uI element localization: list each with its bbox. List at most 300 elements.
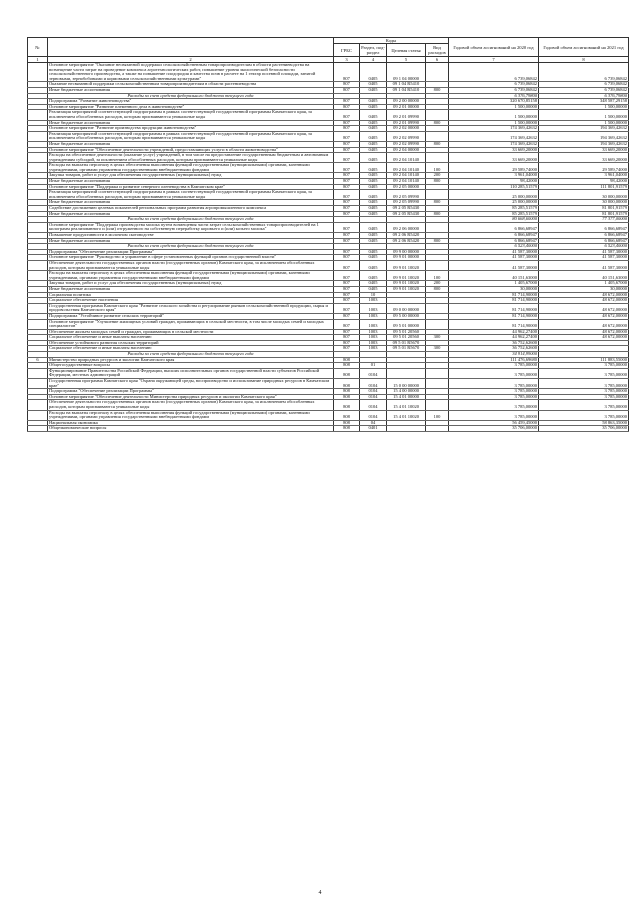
row-grbs: 807 (334, 303, 360, 313)
row-amount-2020: 3 785,00000 (449, 410, 539, 420)
row-razdel: 0405 (360, 211, 387, 217)
row-name: Основное мероприятие "Развитие племенного дела в животноводстве" (48, 104, 334, 110)
row-name: Закупка товаров, работ и услуг для обеспечения государственных (муниципальных) нужд (48, 173, 334, 179)
row-amount-2021: 3 785,00000 (539, 400, 629, 410)
row-amount-2020: 36 752,62600 (449, 340, 539, 346)
row-razdel: 1003 (360, 298, 387, 304)
row-grbs: 808 (334, 379, 360, 389)
row-razdel: 0405 (360, 271, 387, 281)
row-grbs: 807 (334, 346, 360, 352)
row-target-article: 09 2 04 10140 (387, 163, 426, 173)
row-amount-2020: 3 785,00000 (449, 389, 539, 395)
row-expense-type: 100 (426, 163, 449, 173)
row-amount-2021: 1 500,00000 (539, 104, 629, 110)
row-name: Министерство природных ресурсов и экологии Камчатского края (48, 357, 334, 363)
row-target-article: 09 0 00 00000 (387, 303, 426, 313)
row-target-article (387, 426, 426, 432)
row-amount-2020: 41 587,30000 (449, 249, 539, 255)
row-name: Обеспечение устойчивого развития сельских территорий (48, 340, 334, 346)
table-row (28, 190, 629, 200)
row-target-article: 15 4 01 10020 (387, 410, 426, 420)
row-amount-2020: 41 587,30000 (449, 260, 539, 270)
row-number (28, 379, 48, 389)
row-target-article: 09 2 00 00000 (387, 99, 426, 105)
row-name: Национальная экономика (48, 420, 334, 426)
row-name: Социальное обеспечение населения (48, 298, 334, 304)
row-name: Иные бюджетные ассигнования (48, 200, 334, 206)
row-target-article: 09 2 04 10140 (387, 153, 426, 163)
row-grbs: 807 (334, 82, 360, 88)
table-row (28, 400, 629, 410)
table-row (28, 63, 629, 82)
row-amount-2021: 33 669,20000 (539, 153, 629, 163)
row-amount-2021: 58 863,35000 (539, 420, 629, 426)
row-expense-type: 800 (426, 211, 449, 217)
row-amount-2020: 1 405,67000 (449, 281, 539, 287)
row-amount-2020: 81 714,90000 (449, 292, 539, 298)
row-amount-2021: 6 739,06842 (539, 63, 629, 82)
row-grbs: 808 (334, 389, 360, 395)
row-amount-2020: 6 739,06842 (449, 82, 539, 88)
row-expense-type: 800 (426, 286, 449, 292)
row-number: 6 (28, 357, 48, 363)
row-amount-2021: 48 672,00000 (539, 329, 629, 335)
row-target-article: 09 2 06 R5420 (387, 238, 426, 244)
row-grbs: 807 (334, 63, 360, 82)
row-razdel: 1003 (360, 313, 387, 319)
row-amount-2020: 41 587,30000 (449, 255, 539, 261)
row-grbs: 807 (334, 255, 360, 261)
row-amount-2020: 29 589,74000 (449, 163, 539, 173)
row-name: Подпрограмма "Обеспечение реализации Программы" (48, 389, 334, 395)
row-amount-2021: 3 785,00000 (539, 368, 629, 378)
row-razdel: 0104 (360, 394, 387, 400)
row-amount-2020: 6 376,79800 (449, 93, 539, 99)
row-number (28, 368, 48, 378)
row-razdel: 0405 (360, 255, 387, 261)
row-grbs: 807 (334, 329, 360, 335)
row-expense-type: 100 (426, 410, 449, 420)
header-grbs: ГРБС (334, 44, 360, 57)
row-name: Содействие достижению целевых показателей региональных программ развития агропромышленного комплекса (48, 206, 334, 212)
row-target-article (387, 368, 426, 378)
row-amount-2021: 30,00000 (539, 286, 629, 292)
row-razdel: 0405 (360, 173, 387, 179)
row-grbs: 808 (334, 420, 360, 426)
row-razdel: 0405 (360, 126, 387, 132)
row-grbs: 807 (334, 126, 360, 132)
row-grbs: 808 (334, 357, 360, 363)
row-name: Иные бюджетные ассигнования (48, 211, 334, 217)
row-name: Общеэкономические вопросы (48, 426, 334, 432)
row-grbs: 808 (334, 410, 360, 420)
row-name: Обеспечение деятельности государственных органов власти (государственных органов) Камчатского края, за исключением обособленных расходов, которым присваиваются уникальные коды (48, 260, 334, 270)
row-amount-2020: 6 866,68947 (449, 222, 539, 232)
row-grbs: 807 (334, 173, 360, 179)
row-amount-2020: 111 476,69680 (449, 357, 539, 363)
table-row (28, 110, 629, 120)
row-number (28, 131, 48, 141)
row-amount-2021: 6 376,79800 (539, 93, 629, 99)
row-name: Расходы на выплаты персоналу в целях обеспечения выполнения функций государственными (муниципальными) органами, казенными учреждениями, органами управления государственными внебюджетными фондами (48, 271, 334, 281)
row-name: Социальное обеспечение и иные выплаты населению (48, 346, 334, 352)
row-razdel: 0401 (360, 426, 387, 432)
row-amount-2021: 3 785,00000 (539, 379, 629, 389)
row-name: Оказание несвязанной поддержки сельскохозяйственным товаропроизводителям в области растениеводства (48, 82, 334, 88)
row-number (28, 190, 48, 200)
row-grbs: 807 (334, 249, 360, 255)
row-amount-2020: 1 500,00000 (449, 120, 539, 126)
row-expense-type (426, 110, 449, 120)
row-amount-2021: 48 672,00000 (539, 303, 629, 313)
row-name: Расходы за счет средств федерального бюджета текущего года (48, 352, 334, 358)
row-amount-2020: 98,42000 (449, 179, 539, 185)
row-amount-2020: 6 866,68947 (449, 238, 539, 244)
row-grbs: 807 (334, 313, 360, 319)
row-target-article: 09 9 01 00000 (387, 255, 426, 261)
row-grbs: 807 (334, 319, 360, 329)
row-grbs: 807 (334, 147, 360, 153)
row-target-article: 09 1 04 R5410 (387, 87, 426, 93)
row-grbs: 808 (334, 426, 360, 432)
row-expense-type (426, 222, 449, 232)
row-razdel: 0405 (360, 120, 387, 126)
row-amount-2021: 6 866,68947 (539, 233, 629, 239)
row-name: Расходы на выплаты персоналу в целях обеспечения выполнения функций государственными (муниципальными) органами, казенными учреждениями, органами управления государственными внебюджетными фондами (48, 163, 334, 173)
row-grbs: 807 (334, 153, 360, 163)
row-target-article: 15 4 01 10020 (387, 400, 426, 410)
row-amount-2020: 81 714,90000 (449, 319, 539, 329)
header-no: № (28, 38, 48, 57)
budget-table (27, 63, 629, 432)
row-amount-2021: 3 785,00000 (539, 394, 629, 400)
row-amount-2021: 33 669,20000 (539, 147, 629, 153)
row-amount-2021: 41 587,30000 (539, 249, 629, 255)
row-amount-2021: 48 672,00000 (539, 335, 629, 341)
row-razdel: 0104 (360, 410, 387, 420)
row-number (28, 163, 48, 173)
column-number: 5 (387, 57, 426, 63)
row-grbs: 807 (334, 179, 360, 185)
header-vr: Вид расходов (426, 44, 449, 57)
row-expense-type (426, 303, 449, 313)
row-target-article: 09 2 04 10140 (387, 179, 426, 185)
header-razdel: Раздел, под-раздел (361, 45, 385, 56)
row-name: Иные бюджетные ассигнования (48, 87, 334, 93)
table-row (28, 131, 629, 141)
column-number: 3 (334, 57, 360, 63)
row-amount-2021: 77 377,00000 (539, 217, 629, 223)
row-name: Основное мероприятие "Развитие производства продукции животноводства" (48, 126, 334, 132)
row-amount-2021: 194 369,42632 (539, 131, 629, 141)
row-name: Общегосударственные вопросы (48, 363, 334, 369)
row-expense-type: 800 (426, 179, 449, 185)
row-target-article: 15 0 00 00000 (387, 379, 426, 389)
row-razdel: 1003 (360, 303, 387, 313)
row-target-article: 09 2 04 10140 (387, 173, 426, 179)
row-amount-2020: 174 369,42632 (449, 126, 539, 132)
row-amount-2021: 30 000,00000 (539, 200, 629, 206)
row-amount-2021: 3 785,00000 (539, 363, 629, 369)
row-target-article: 09 5 01 R5670 (387, 346, 426, 352)
row-amount-2021: 48 672,00000 (539, 319, 629, 329)
row-number (28, 303, 48, 313)
row-number (28, 319, 48, 329)
row-expense-type (426, 368, 449, 378)
row-razdel: 0405 (360, 260, 387, 270)
header-name (48, 38, 334, 57)
row-amount-2020: 3 785,00000 (449, 400, 539, 410)
row-grbs: 807 (334, 99, 360, 105)
row-name: Государственная программа Камчатского края "Охрана окружающей среды, воспроизводство и использование природных ресурсов в Камчатском крае" (48, 379, 334, 389)
row-amount-2020: 320 670,85158 (449, 99, 539, 105)
row-name: Основное мероприятие "Улучшение жилищных условий граждан, проживающих в сельской местности, в том числе молодых семей и молодых специалистов" (48, 319, 334, 329)
table-header (27, 37, 629, 63)
row-amount-2020: 6 739,06842 (449, 87, 539, 93)
row-amount-2021: 111 883,55000 (539, 357, 629, 363)
row-grbs: 807 (334, 163, 360, 173)
row-target-article: 15 4 01 00000 (387, 394, 426, 400)
row-razdel: 10 (360, 292, 387, 298)
row-expense-type: 200 (426, 173, 449, 179)
column-number: 7 (449, 57, 539, 63)
row-amount-2021: 3 961,04000 (539, 173, 629, 179)
table-row (28, 319, 629, 329)
row-target-article: 09 2 05 R5430 (387, 206, 426, 212)
page-number: 4 (318, 890, 322, 896)
row-amount-2020: 81 714,90000 (449, 298, 539, 304)
row-grbs: 807 (334, 190, 360, 200)
row-name: Расходы на выплаты персоналу в целях обеспечения выполнения функций государственными (муниципальными) органами, казенными учреждениями, органами управления государственными внебюджетными фондами (48, 410, 334, 420)
row-target-article: 09 2 06 00000 (387, 222, 426, 232)
row-amount-2020: 25 000,00000 (449, 190, 539, 200)
row-target-article: 09 2 01 00000 (387, 104, 426, 110)
row-amount-2020: 3 785,00000 (449, 363, 539, 369)
row-amount-2020: 30,00000 (449, 286, 539, 292)
row-razdel: 0405 (360, 190, 387, 200)
row-target-article: 09 5 00 00000 (387, 313, 426, 319)
row-number (28, 153, 48, 163)
row-name: Расходы на обеспечение деятельности (оказание услуг) учреждений, в том числе на предоставление государственным бюджетным и автономным учреждениям субсидий, за исключением обособленных расходов, которым присваиваются уникальные коды (48, 153, 334, 163)
column-number: 1 (28, 57, 48, 63)
row-name: Социальное обеспечение и иные выплаты населению (48, 335, 334, 341)
row-amount-2021: 48 672,00000 (539, 298, 629, 304)
row-name: Реализация мероприятий соответствующей подпрограммы в рамках соответствующей государственной программы Камчатского края, за исключением обособленных расходов, которым присваиваются уникальные коды (48, 110, 334, 120)
row-number (28, 271, 48, 281)
header-csr: Целевая статья (387, 44, 426, 57)
row-expense-type (426, 319, 449, 329)
row-expense-type: 300 (426, 335, 449, 341)
row-expense-type: 100 (426, 271, 449, 281)
table-row (28, 379, 629, 389)
row-expense-type (426, 131, 449, 141)
row-amount-2020: 6 523,40000 (449, 244, 539, 250)
row-amount-2021: 41 587,30000 (539, 255, 629, 261)
row-grbs: 807 (334, 335, 360, 341)
row-name: Иные бюджетные ассигнования (48, 179, 334, 185)
table-row (28, 163, 629, 173)
row-razdel: 0104 (360, 379, 387, 389)
row-number (28, 222, 48, 232)
row-razdel: 0405 (360, 233, 387, 239)
row-name: Функционирование Правительства Российской Федерации, высших исполнительных органов государственной власти субъектов Российской Федерации, местных администраций (48, 368, 334, 378)
row-name: Иные бюджетные ассигнования (48, 141, 334, 147)
row-amount-2021: 40 151,63000 (539, 271, 629, 281)
row-expense-type (426, 63, 449, 82)
row-amount-2020: 6 866,68947 (449, 233, 539, 239)
row-target-article: 09 2 04 00000 (387, 147, 426, 153)
row-razdel: 0405 (360, 147, 387, 153)
row-name: Основное мероприятие "Поддержка и развитие северного оленеводства в Камчатском крае" (48, 184, 334, 190)
row-expense-type (426, 400, 449, 410)
row-grbs: 807 (334, 184, 360, 190)
row-number (28, 426, 48, 432)
row-expense-type: 300 (426, 346, 449, 352)
row-amount-2021: 1 500,00000 (539, 120, 629, 126)
row-name: Основное мероприятие "Руководство и управление в сфере установленных функций органов государственной власти" (48, 255, 334, 261)
row-name: Подпрограмма "Развитие животноводства" (48, 99, 334, 105)
row-grbs: 807 (334, 200, 360, 206)
row-expense-type: 800 (426, 87, 449, 93)
column-number: 4 (360, 57, 387, 63)
row-name: Основное мероприятие "Обеспечение деятельности учреждений, предоставляющих услуги в области животноводства" (48, 147, 334, 153)
row-target-article: 09 2 05 R5430 (387, 211, 426, 217)
row-amount-2021: 1 405,67000 (539, 281, 629, 287)
row-grbs: 807 (334, 292, 360, 298)
row-amount-2020: 35 706,00000 (449, 426, 539, 432)
row-number (28, 260, 48, 270)
row-razdel: 0405 (360, 63, 387, 82)
row-grbs: 807 (334, 222, 360, 232)
row-name: Реализация мероприятий соответствующей подпрограммы в рамках соответствующей государственной программы Камчатского края, за исключением обособленных расходов, которым присваиваются уникальные коды (48, 190, 334, 200)
row-grbs: 807 (334, 286, 360, 292)
column-number: 2 (48, 57, 334, 63)
row-grbs: 807 (334, 87, 360, 93)
row-amount-2021: 111 801,91579 (539, 184, 629, 190)
row-amount-2020: 1 500,00000 (449, 104, 539, 110)
row-number (28, 110, 48, 120)
row-amount-2021: 194 369,42632 (539, 126, 629, 132)
row-amount-2020: 33 669,20000 (449, 147, 539, 153)
row-name: Основное мероприятие "Поддержка производства молока путем возмещения части затрат сельскохозяйственных товаропроизводителей на 1 килограмм реализованного и (или) отгруженного на собственную переработку коровьего и (или) козьего молока" (48, 222, 334, 232)
row-amount-2020: 36 752,62600 (449, 346, 539, 352)
row-name: Расходы за счет средств федерального бюджета текущего года (48, 93, 334, 99)
row-target-article: 09 2 02 00000 (387, 126, 426, 132)
row-amount-2020: 174 369,42632 (449, 131, 539, 141)
row-target-article: 09 9 01 10020 (387, 281, 426, 287)
row-target-article: 09 9 01 10020 (387, 271, 426, 281)
row-name: Государственная программа Камчатского края "Развитие сельского хозяйства и регулирование рынков сельскохозяйственной продукции, сырья и продовольствия Камчатского края" (48, 303, 334, 313)
row-razdel: 0104 (360, 389, 387, 395)
row-amount-2020: 56 459,45000 (449, 420, 539, 426)
row-number (28, 410, 48, 420)
row-amount-2020: 33 669,20000 (449, 153, 539, 163)
row-name: Расходы за счет средств федерального бюджета текущего года (48, 217, 334, 223)
row-target-article: 09 2 02 09990 (387, 131, 426, 141)
row-amount-2021: 98,42000 (539, 179, 629, 185)
row-amount-2021: 3 785,00000 (539, 389, 629, 395)
row-grbs: 807 (334, 206, 360, 212)
row-amount-2020: 6 739,06842 (449, 63, 539, 82)
row-grbs: 807 (334, 110, 360, 120)
row-name: Подпрограмма "Устойчивое развитие сельских территорий" (48, 313, 334, 319)
row-grbs: 808 (334, 400, 360, 410)
table-row (28, 410, 629, 420)
row-razdel: 04 (360, 420, 387, 426)
row-amount-2021: 29 589,74000 (539, 163, 629, 173)
row-amount-2021: 348 587,29158 (539, 99, 629, 105)
row-amount-2021: 194 369,42632 (539, 141, 629, 147)
row-razdel: 0405 (360, 104, 387, 110)
row-amount-2021: 6 866,68947 (539, 222, 629, 232)
row-razdel: 0405 (360, 141, 387, 147)
row-grbs: 807 (334, 260, 360, 270)
row-razdel: 0405 (360, 110, 387, 120)
row-expense-type: 800 (426, 200, 449, 206)
row-amount-2021: 6 739,06842 (539, 87, 629, 93)
row-name: Социальная политика (48, 292, 334, 298)
row-name: Обеспечение деятельности государственных органов власти (государственных органов) Камчатского края, за исключением обособленных расходов, которым присваиваются уникальные коды (48, 400, 334, 410)
row-razdel: 0405 (360, 87, 387, 93)
row-grbs: 807 (334, 281, 360, 287)
row-razdel: 0405 (360, 179, 387, 185)
header-numbers (28, 57, 629, 63)
row-name: Иные бюджетные ассигнования (48, 286, 334, 292)
row-target-article: 09 5 01 20560 (387, 329, 426, 335)
row-grbs: 807 (334, 211, 360, 217)
row-expense-type (426, 426, 449, 432)
row-amount-2020: 85 285,51579 (449, 206, 539, 212)
row-target-article: 09 2 05 09990 (387, 190, 426, 200)
row-grbs: 807 (334, 131, 360, 141)
row-grbs: 807 (334, 104, 360, 110)
header-codes: Коды (334, 38, 449, 44)
row-grbs: 807 (334, 238, 360, 244)
row-target-article: 09 2 06 R5420 (387, 233, 426, 239)
row-amount-2020: 40 151,63000 (449, 271, 539, 281)
row-razdel: 01 (360, 363, 387, 369)
row-target-article: 09 9 00 00000 (387, 249, 426, 255)
row-target-article: 09 9 01 10020 (387, 260, 426, 270)
row-razdel: 0405 (360, 82, 387, 88)
row-name: Реализация мероприятий соответствующей подпрограммы в рамках соответствующей государственной программы Камчатского края, за исключением обособленных расходов, которым присваиваются уникальные коды (48, 131, 334, 141)
row-number (28, 400, 48, 410)
row-name: Иные бюджетные ассигнования (48, 120, 334, 126)
row-amount-2021: 30 000,00000 (539, 190, 629, 200)
row-number (28, 63, 48, 82)
row-grbs: 808 (334, 394, 360, 400)
table-row (28, 153, 629, 163)
row-grbs: 807 (334, 233, 360, 239)
row-amount-2020: 110 285,51579 (449, 184, 539, 190)
row-amount-2021: 3 785,00000 (539, 410, 629, 420)
row-amount-2020: 44 962,27400 (449, 335, 539, 341)
row-name: Обеспечение жильем молодых семей и граждан, проживающих в сельской местности (48, 329, 334, 335)
row-amount-2021: 41 587,30000 (539, 260, 629, 270)
row-grbs: 808 (334, 368, 360, 378)
row-amount-2021: 6 866,68947 (539, 238, 629, 244)
row-razdel: 0104 (360, 400, 387, 410)
row-razdel: 0405 (360, 249, 387, 255)
row-name: Основное мероприятие "Оказание несвязанной поддержки сельскохозяйственным товаропроизводителям в области растениеводства на возмещение части затрат на проведение комплекса агротехнологических работ, повышение уровня экологической безопасности сельскохозяйственного производства, а также на повышение плодородия и качества почв в расчете на 1 гектар посевной площади, занятой зерновыми, зернобобовыми и кормовыми сельскохозяйственными культурами" (48, 63, 334, 82)
row-target-article: 09 1 04 R5410 (387, 82, 426, 88)
row-razdel: 0405 (360, 206, 387, 212)
row-amount-2020: 80 668,60000 (449, 217, 539, 223)
table-row (28, 368, 629, 378)
table-row (28, 222, 629, 232)
row-razdel: 1003 (360, 319, 387, 329)
row-razdel: 0405 (360, 131, 387, 141)
